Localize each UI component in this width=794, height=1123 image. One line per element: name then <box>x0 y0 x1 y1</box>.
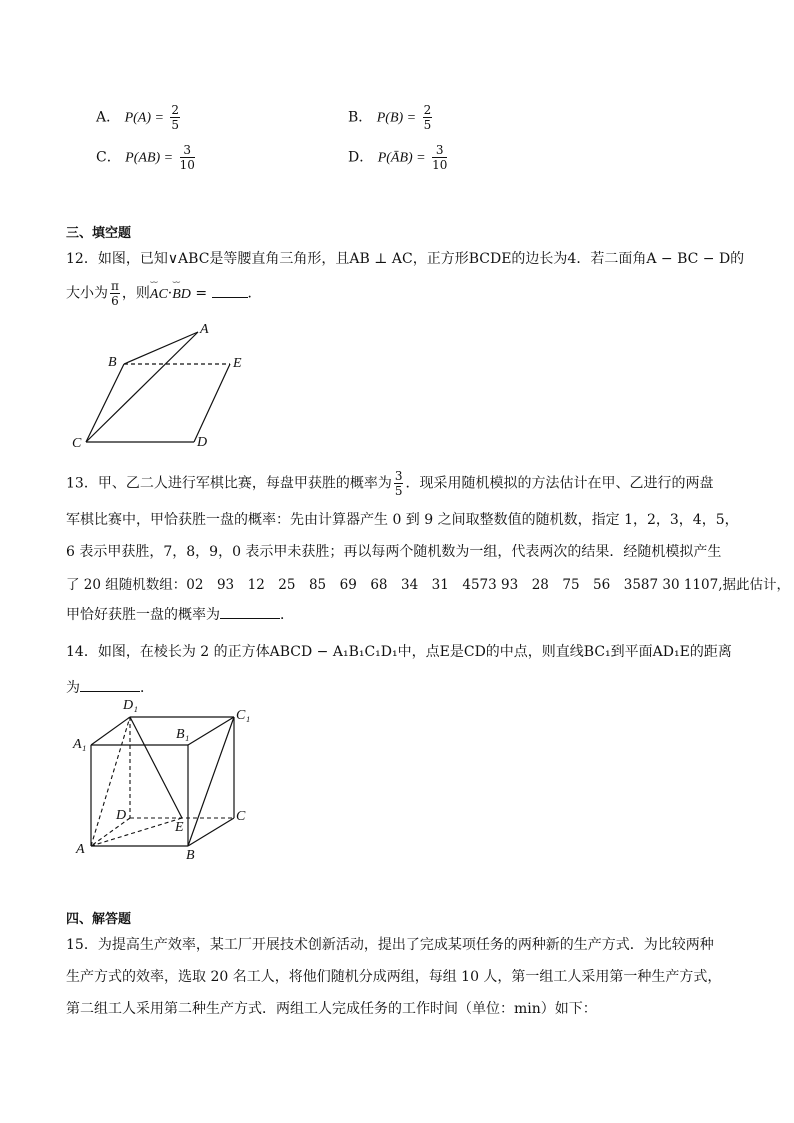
q13-line3: 6 表示甲获胜，7，8，9，0 表示甲未获胜；再以每两个随机数为一组，代表两次的结果．经随机模拟产生 <box>66 544 722 560</box>
option-b-num: 2 <box>423 103 432 117</box>
q14-label-a1: A₁ <box>73 737 87 752</box>
q15-line2: 生产方式的效率，选取 20 名工人，将他们随机分成两组，每组 10 人，第一组工人采用第一种生产方式， <box>66 969 722 985</box>
q12-text-pre: 大小为 <box>66 285 108 302</box>
q12-edge-ed <box>194 364 230 442</box>
option-a-label: A． <box>96 109 121 126</box>
option-a <box>96 104 182 131</box>
option-c-expr: P(AB) = <box>125 150 174 166</box>
q13-line1 <box>66 470 713 497</box>
option-b-den: 5 <box>423 118 432 132</box>
q14-label-b: B <box>186 848 195 863</box>
q14-label-b1: B₁ <box>176 727 190 742</box>
q12-label-a: A <box>200 322 209 337</box>
q14-edge-d1e <box>130 717 182 818</box>
q12-text-post: ，则 <box>121 285 150 302</box>
q12-label-d: D <box>197 435 208 450</box>
q12-label-e: E <box>233 356 242 371</box>
option-d-label: D． <box>348 149 374 166</box>
option-c-num: 3 <box>180 144 195 158</box>
q14-label-a: A <box>76 842 85 857</box>
q14-edge-ae-dashed <box>91 818 182 846</box>
q14-label-c: C <box>236 809 246 824</box>
q15-line1: 15．为提高生产效率，某工厂开展技术创新活动，提出了完成某项任务的两种新的生产方式．为比较两种 <box>66 937 714 953</box>
option-b <box>348 104 434 131</box>
q14-label-d1: D₁ <box>123 698 138 713</box>
option-c-fraction <box>180 144 195 171</box>
option-d-fraction <box>432 144 447 171</box>
q15-line3: 第二组工人采用第二种生产方式．两组工人完成任务的工作时间（单位：min）如下： <box>66 1001 597 1017</box>
q13-text-post: ．现采用随机模拟的方法估计在甲、乙进行的两盘 <box>405 475 714 492</box>
q12-line1: 12．如图，已知∨ABC是等腰直角三角形，且AB ⊥ AC，正方形BCDE的边长为4．若二面角A − BC − D的 <box>66 251 745 267</box>
q12-label-c: C <box>72 436 82 451</box>
option-c-label: C． <box>96 149 121 166</box>
q12-line2 <box>66 280 262 307</box>
q13-line4: 了 20 组随机数组：02 93 12 25 85 69 68 34 31 4573 93 28 75 56 3587 30 1107,据此估计， <box>66 577 790 593</box>
option-d <box>348 144 449 171</box>
q12-end: ． <box>247 285 262 302</box>
q14-label-c1: C₁ <box>236 708 251 723</box>
q13-text-pre2: 甲恰好获胜一盘的概率为 <box>66 607 220 623</box>
q12-fraction <box>110 280 120 307</box>
option-c <box>96 144 197 171</box>
q12-frac-num: π <box>111 279 119 293</box>
q14-edge-ad1-dashed <box>91 717 130 846</box>
option-a-expr: P(A) = <box>124 110 164 126</box>
q14-edge-d1a1 <box>91 717 130 745</box>
q14-answer-blank[interactable] <box>80 691 140 692</box>
q13-text-pre: 13．甲、乙二人进行军棋比赛，每盘甲获胜的概率为 <box>66 475 392 492</box>
option-d-den: 10 <box>432 158 448 172</box>
q12-frac-den: 6 <box>111 294 119 308</box>
q14-line1: 14．如图，在棱长为 2 的正方体ABCD − A₁B₁C₁D₁中，点E是CD的中点，则直线BC₁到平面AD₁E的距离 <box>66 644 732 660</box>
option-b-label: B． <box>348 109 373 126</box>
option-d-num: 3 <box>432 144 447 158</box>
q14-edge-b1c1 <box>188 717 234 745</box>
q12-answer-blank[interactable] <box>212 297 248 298</box>
option-c-den: 10 <box>179 158 195 172</box>
q14-end: ． <box>140 680 154 696</box>
option-b-expr: P(B) = <box>376 110 417 126</box>
q13-frac-den: 5 <box>394 484 403 498</box>
q12-label-b: B <box>108 355 117 370</box>
q13-end: ． <box>280 607 294 623</box>
q12-dot: · <box>167 285 173 302</box>
section-heading-solve: 四、解答题 <box>66 912 132 927</box>
option-a-fraction <box>170 104 180 131</box>
q14-label-e: E <box>175 820 184 835</box>
q14-edge-bc <box>188 818 234 846</box>
option-b-fraction <box>423 104 433 131</box>
option-a-den: 5 <box>171 118 180 132</box>
q13-line2: 军棋比赛中，甲恰获胜一盘的概率：先由计算器产生 0 到 9 之间取整数值的随机数，指定 1，2，3，4，5， <box>66 512 739 528</box>
q12-edge-ba <box>124 332 198 364</box>
q12-edge-cb <box>86 364 124 442</box>
q13-line5 <box>66 604 294 624</box>
q12-edge-ac <box>86 332 198 442</box>
q14-edge-bc1 <box>188 717 234 846</box>
q13-fraction <box>394 470 404 497</box>
q13-answer-blank[interactable] <box>220 618 280 619</box>
q12-equals: = <box>190 285 212 302</box>
q14-label-d: D <box>116 808 127 823</box>
option-a-num: 2 <box>171 103 180 117</box>
q12-vector-bd: ⌣⌣ BD <box>172 287 191 303</box>
section-heading-fill-blank: 三、填空题 <box>66 226 132 241</box>
q13-frac-num: 3 <box>394 469 403 483</box>
q14-line2 <box>66 677 154 697</box>
option-d-expr: P(ĀB) = <box>377 150 426 166</box>
q12-vector-ac: ⌣⌣ AC <box>150 287 168 303</box>
q14-text-pre: 为 <box>66 680 80 696</box>
